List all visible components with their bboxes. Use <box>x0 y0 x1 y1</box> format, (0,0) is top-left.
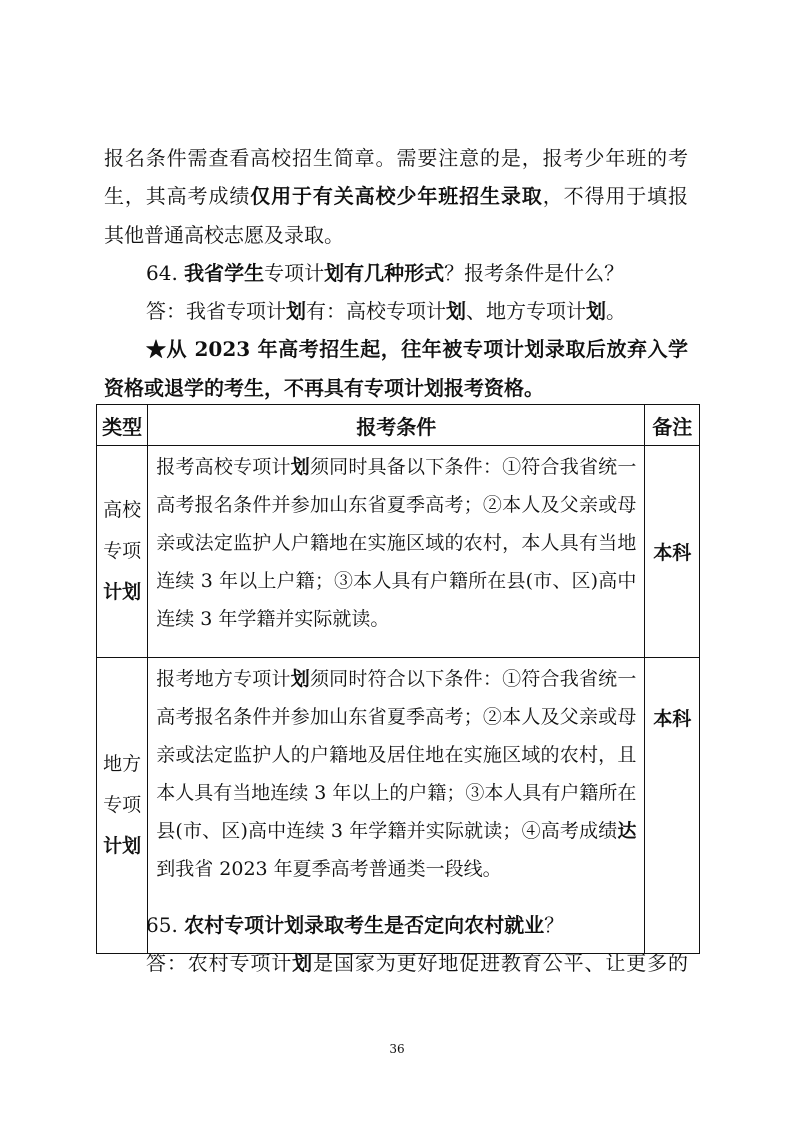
text: 连续 3 年学籍并实际就读。 <box>156 608 390 630</box>
bold-text: 达 <box>617 820 637 842</box>
text: 生，其高考成绩 <box>104 184 251 209</box>
text: 报考地方专项计 <box>156 668 291 690</box>
text-line <box>156 600 636 638</box>
type-line: 计划 <box>103 835 142 857</box>
text: 答：农村专项计 <box>146 951 293 976</box>
type-line: 专项 <box>103 540 142 562</box>
text: 本人具有当地连续 3 年以上的户籍；③本人具有户籍所在 <box>156 782 637 804</box>
bold-text: 资格或退学的考生，不再具有专项计划报考资格。 <box>104 375 544 400</box>
bold-text: 划 <box>446 299 466 324</box>
header-conditions: 报考条件 <box>148 405 645 446</box>
text: 高考报名条件并参加山东省夏季高考；②本人及父亲或母 <box>156 706 637 728</box>
text: 其他普通高校志愿及录取。 <box>104 222 344 247</box>
text: 连续 3 年以上户籍；③本人具有户籍所在县(市、区)高中 <box>156 570 637 592</box>
text-line <box>156 736 636 774</box>
note-cell: 本科 <box>645 446 700 658</box>
text-line <box>104 139 688 177</box>
text: 是国家为更好地促进教育公平、让更多的 <box>313 951 689 976</box>
text-line <box>156 850 636 888</box>
text-line <box>104 292 688 330</box>
text: 须同时符合以下条件：①符合我省统一 <box>309 668 637 690</box>
bold-text: 划 <box>290 456 310 478</box>
text: 高考报名条件并参加山东省夏季高考；②本人及父亲或母 <box>156 494 637 516</box>
text: 亲或法定监护人户籍地在实施区域的农村，本人具有当地 <box>156 532 637 554</box>
bold-text: 划有几种形式 <box>324 260 445 285</box>
bold-text: 划 <box>292 951 314 976</box>
bold-text: 我省学生 <box>184 260 265 285</box>
text-line <box>104 906 688 944</box>
text: 64. <box>146 260 185 285</box>
text-line <box>104 369 688 407</box>
text: 。 <box>606 299 626 324</box>
note-cell: 本科 <box>645 658 700 954</box>
type-line: 专项 <box>103 794 142 816</box>
text-line <box>104 330 688 368</box>
text-line <box>104 216 688 254</box>
text-line <box>156 524 636 562</box>
bold-text: 仅用于有关高校少年班招生录取 <box>250 184 543 209</box>
bold-text: 划 <box>290 668 310 690</box>
text: 县(市、区)高中连续 3 年学籍并实际就读；④高考成绩 <box>156 820 618 842</box>
text: ，不得用于填报 <box>542 184 689 209</box>
text: 、地方专项计 <box>466 299 586 324</box>
bottom-paragraph <box>104 906 688 983</box>
text: ？报考条件是什么？ <box>444 260 625 285</box>
text-line <box>156 698 636 736</box>
text: 专项计 <box>264 260 325 285</box>
type-line: 计划 <box>103 581 142 603</box>
header-notes: 备注 <box>645 405 700 446</box>
table-header-row <box>97 405 700 446</box>
text: ？ <box>544 913 565 937</box>
type-line: 地方 <box>103 753 142 775</box>
bold-text: 划 <box>286 299 306 324</box>
type-line: 高校 <box>103 499 142 521</box>
text-line <box>156 486 636 524</box>
text-line <box>156 774 636 812</box>
text-line <box>156 660 636 698</box>
text: 65. <box>146 913 185 937</box>
text-line <box>104 177 688 215</box>
text-line <box>104 254 688 292</box>
page-number: 36 <box>389 1042 405 1056</box>
text-line <box>156 562 636 600</box>
text: 报名条件需查看高校招生简章。需要注意的是，报考少年班的考 <box>104 146 688 170</box>
special-plan-table <box>96 404 700 954</box>
text: 亲或法定监护人的户籍地及居住地在实施区域的农村，且 <box>156 744 637 766</box>
header-type: 类型 <box>97 405 148 446</box>
conditions-cell <box>148 446 645 658</box>
table-row <box>97 446 700 658</box>
text-line <box>156 448 636 486</box>
top-paragraph <box>104 139 688 407</box>
type-cell <box>97 446 148 658</box>
text: 答：我省专项计 <box>146 299 286 324</box>
text-line <box>156 812 636 850</box>
bold-text: 划 <box>586 299 606 324</box>
text: 有：高校专项计 <box>306 299 446 324</box>
text: 到我省 2023 年夏季高考普通类一段线。 <box>156 858 502 880</box>
text-line <box>104 944 688 982</box>
bold-text: 农村专项计划录取考生是否定向农村就业 <box>184 913 545 937</box>
text: 报考高校专项计 <box>156 456 291 478</box>
text: 须同时具备以下条件：①符合我省统一 <box>309 456 637 478</box>
bold-text: ★从 2023 年高考招生起，往年被专项计划录取后放弃入学 <box>146 337 688 362</box>
